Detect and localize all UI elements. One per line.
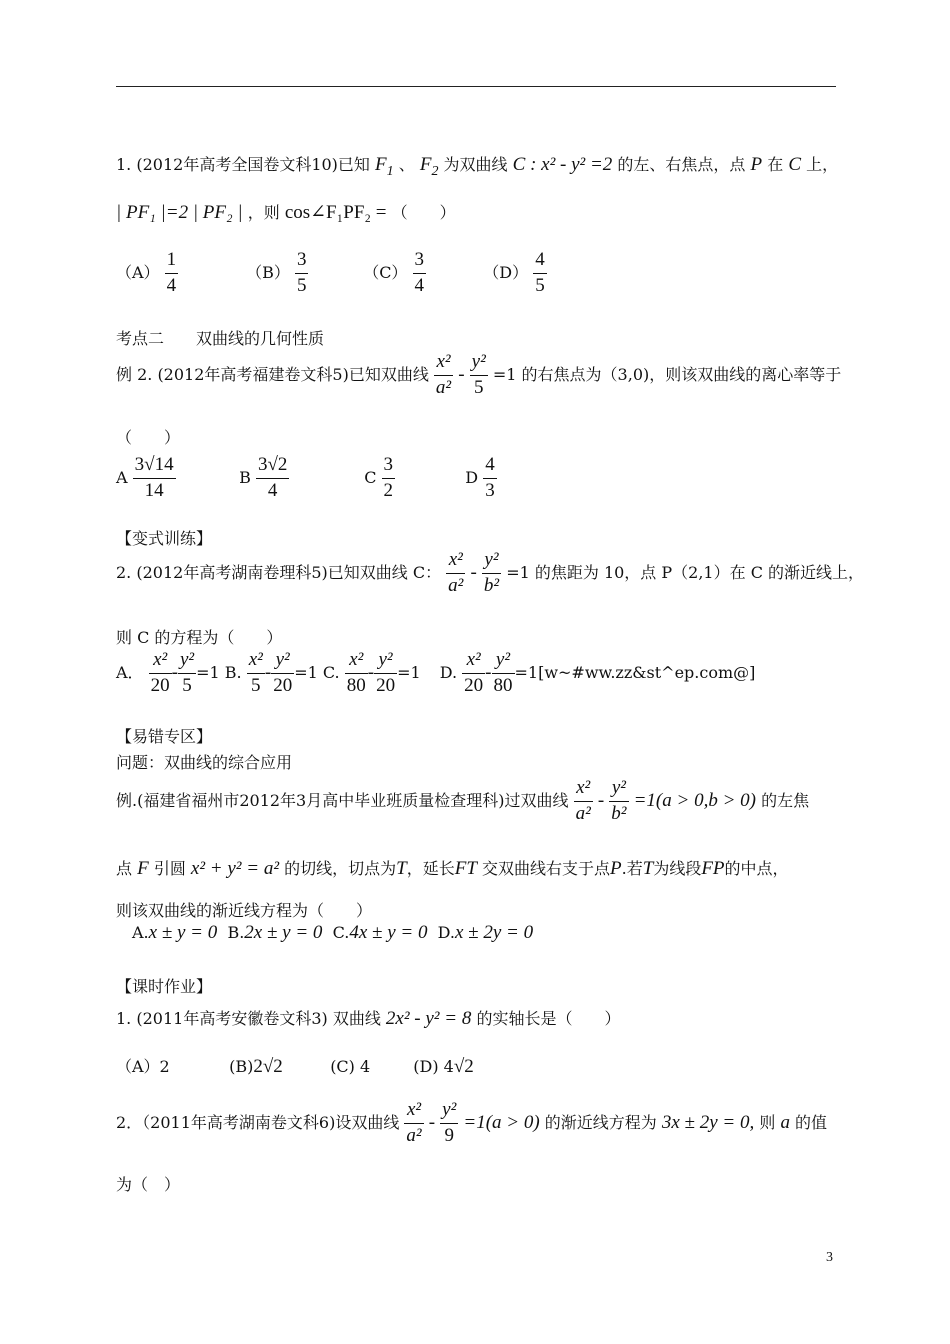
cosine-expression: cos∠F₁PF₂ = [284,202,387,223]
option-c: C. $\frac{\text{x²}}{80}$ - $\frac{\text{y²}}{20}$ =1 [322,649,426,696]
error-zone-problem: 问题：双曲线的综合应用 [116,753,293,772]
circle-equation: x² + y² = a² [190,858,280,879]
error-zone-title: 【易错专区】 [116,727,213,746]
q2-options [116,650,755,697]
option-b: B. $\frac{\text{x²}}{5}$ - $\frac{\text{y²}}{20}$ =1 [224,649,323,696]
f1-symbol: $F_1$ [375,154,394,179]
ex2-paren: （ ） [116,428,181,447]
option-c: C $\frac{3}{2}$ [364,454,394,501]
option-b: （B） $\frac{3}{5}$ [246,249,307,296]
q1-options [116,250,547,297]
variant-title: 【变式训练】 [116,529,213,548]
hyperbola-equation: C : x² - y² =2 [512,154,613,175]
ex3-line1: 例.(福建省福州市2012年3月高中毕业班质量检查理科)过双曲线 $\frac{\text{x²}}{\text{a²}}$ - $\frac{\text{y²}}{\text{b²}}$ =1(a > 0,b > 0) 的左焦 [116,777,810,824]
option-a: （A） $\frac{1}{4}$ [116,249,177,296]
ex2-line1: 例 2. (2012年高考福建卷文科5)已知双曲线 $\frac{\text{x²}}{\text{a²}}$ - $\frac{\text{y²}}{5}$ =1 的右焦点为（3,0)，则该双曲线的离心率等于 [116,351,842,398]
option-a: A.x ± y = 0 [132,922,218,943]
option-d: (D) 4√2 [413,1056,474,1077]
asymptote-equation: 3x ± 2y = 0, [661,1111,755,1133]
q1-line2: | PF₁ |=2 | PF₂ | ，则 cos∠F₁PF₂ = （ ） [116,202,456,223]
ex3-line3: 则该双曲线的渐近线方程为（ ） [116,901,373,920]
option-d: D. $\frac{\text{x²}}{20}$ - $\frac{\text{y²}}{80}$ =1[w~#ww.zz&st^ep.com@] [439,649,756,696]
hw1-line: 1. (2011年高考安徽卷文科3) 双曲线 2x² - y² = 8 的实轴长是（ ） [116,1008,621,1029]
parameter-condition: =1(a > 0,b > 0) [633,789,756,811]
homework-title: 【课时作业】 [116,977,213,996]
option-b: (B)2√2 [229,1056,283,1077]
hw2-line2: 为（ ） [116,1175,181,1194]
ex3-line2: 点 F 引圆 x² + y² = a² 的切线，切点为T，延长FT 交双曲线右支于点P.若T为线段FP的中点， [116,858,789,879]
option-b: B.2x ± y = 0 [227,922,323,943]
option-a: （A）2 [116,1057,170,1076]
f2-symbol: $F_2$ [419,154,439,179]
hw2-line1: 2．（2011年高考湖南卷文科6)设双曲线 $\frac{\text{x²}}{\text{a²}}$ - $\frac{\text{y²}}{9}$ =1(a > 0) 的渐近线方程为 3x ± 2y = 0, 则 a 的值 [116,1099,828,1146]
hw1-options [116,1054,474,1078]
q1-line1: 1. (2012年高考全国卷文科10)已知 $F_1$ 、 $F_2$ 为双曲线 C : x² - y² =2 的左、右焦点，点 P 在 C 上， [116,154,839,179]
option-d: D.x ± 2y = 0 [437,922,534,943]
option-a: A． $\frac{\text{x²}}{20}$ - $\frac{\text{y²}}{5}$ =1 [116,649,225,696]
focal-condition: | PF₁ |=2 | PF₂ | [116,202,243,223]
section-title: 考点二 双曲线的几何性质 [116,329,325,348]
q2-line1: 2. (2012年高考湖南卷理科5)已知双曲线 C： $\frac{\text{x²}}{\text{a²}}$ - $\frac{\text{y²}}{\text{b²}}$ =1 的焦距为 10，点 P（2,1）在 C 的渐近线上， [116,549,865,596]
option-a: A $\frac{3√14}{14}$ [116,454,174,501]
option-c: （C） $\frac{3}{4}$ [363,249,425,296]
option-c: C.4x ± y = 0 [332,922,428,943]
option-c: (C) 4 [330,1057,371,1076]
page-number: 3 [826,1250,833,1265]
ex2-options [116,455,497,502]
q2-line2: 则 C 的方程为（ ） [116,628,283,647]
ex3-options [132,922,533,944]
option-b: B $\frac{3√2}{4}$ [239,454,288,501]
header-rule [116,86,836,87]
option-d: D $\frac{4}{3}$ [465,454,495,501]
hw1-equation: 2x² - y² = 8 [385,1008,472,1029]
option-d: （D） $\frac{4}{5}$ [483,249,545,296]
